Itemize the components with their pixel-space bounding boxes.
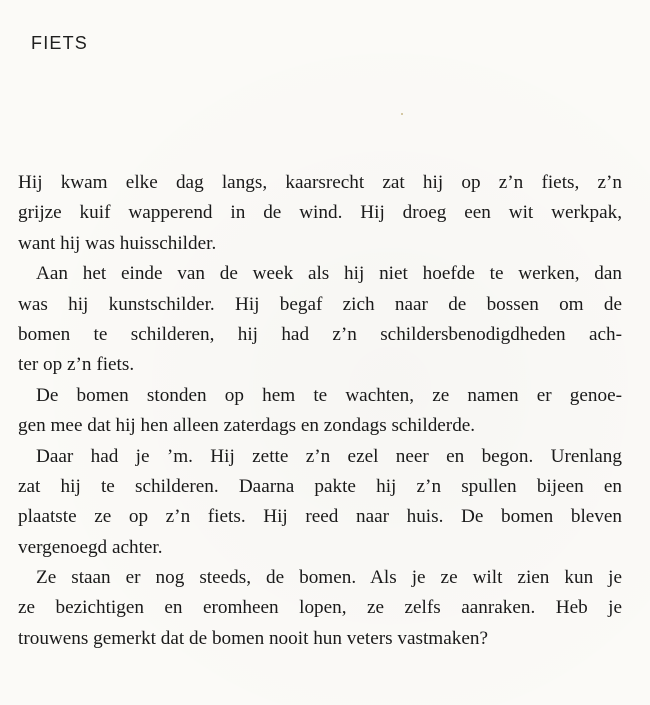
paragraph-5 xyxy=(18,563,622,654)
text-line: De bomen stonden op hem te wachten, ze namen er genoe- xyxy=(36,384,622,406)
text-line: plaatste ze op z’n fiets. Hij reed naar huis. De bomen bleven xyxy=(18,506,622,528)
paragraph-2 xyxy=(18,259,622,381)
text-line: Aan het einde van de week als hij niet hoefde te werken, dan xyxy=(36,263,622,285)
paragraph-3 xyxy=(18,381,622,442)
text-line: zat hij te schilderen. Daarna pakte hij z’n spullen bijeen en xyxy=(18,475,622,497)
text-line: was hij kunstschilder. Hij begaf zich naar de bossen om de xyxy=(18,293,622,315)
paragraph-4 xyxy=(18,442,622,564)
text-line: gen mee dat hij hen alleen zaterdags en zondags schilderde. xyxy=(18,415,476,437)
text-line: vergenoegd achter. xyxy=(18,536,163,558)
text-line: Ze staan er nog steeds, de bomen. Als je ze wilt zien kun je xyxy=(36,567,622,589)
paragraph-1 xyxy=(18,168,622,259)
story-text xyxy=(18,168,622,654)
text-line: grijze kuif wapperend in de wind. Hij droeg een wit werkpak, xyxy=(18,202,622,224)
text-line: ter op z’n fiets. xyxy=(18,354,135,376)
text-line: ze bezichtigen en eromheen lopen, ze zelfs aanraken. Heb je xyxy=(18,597,622,619)
text-line: bomen te schilderen, hij had z’n schildersbenodigdheden ach- xyxy=(18,323,622,345)
text-line: Hij kwam elke dag langs, kaarsrecht zat hij op z’n fiets, z’n xyxy=(18,172,622,193)
text-line: trouwens gemerkt dat de bomen nooit hun veters vastmaken? xyxy=(18,627,488,649)
text-line: Daar had je ’m. Hij zette z’n ezel neer en begon. Urenlang xyxy=(36,445,622,467)
paper-speck xyxy=(401,113,403,115)
text-line: want hij was huisschilder. xyxy=(18,232,217,254)
running-title: FIETS xyxy=(31,33,89,53)
